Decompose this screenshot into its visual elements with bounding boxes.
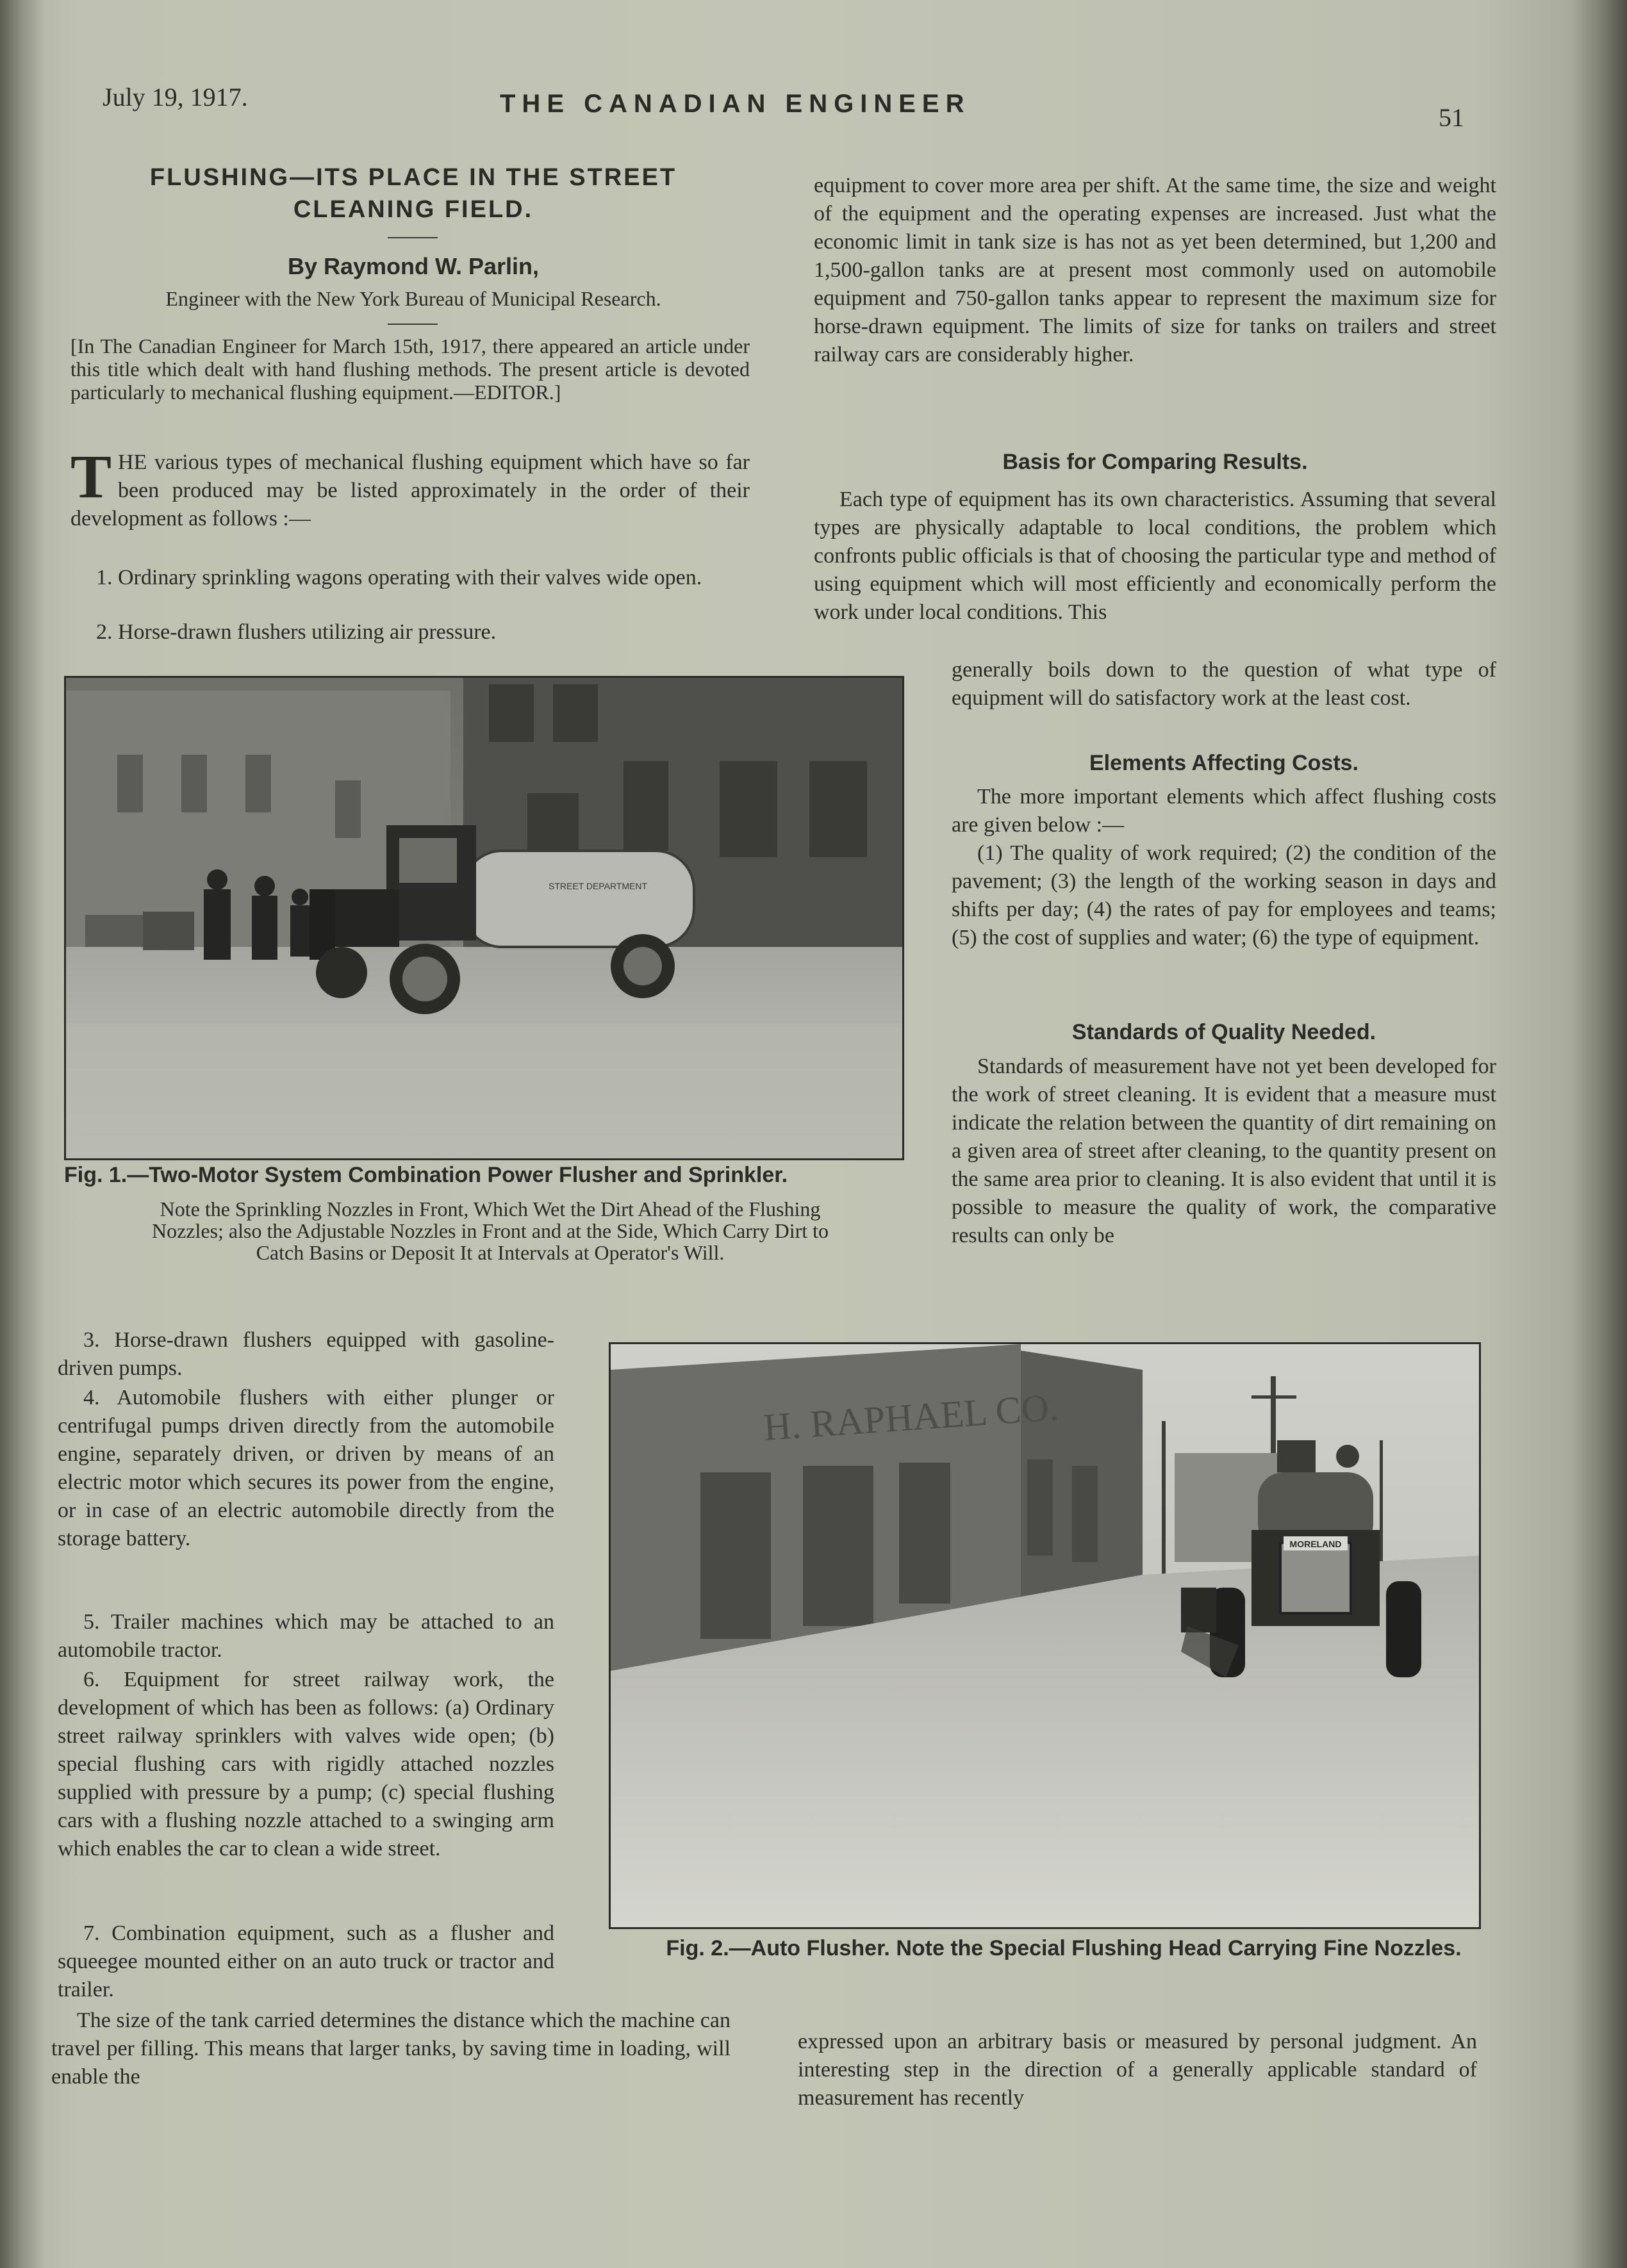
list-item-3: 3. Horse-drawn flushers equipped with gasoline-driven pumps. xyxy=(58,1328,554,1380)
building-sign: H. RAPHAEL CO. xyxy=(762,1385,1060,1449)
flusher-truck-photo xyxy=(66,678,902,1158)
list-item-5: 5. Trailer machines which may be attached to an automobile tractor. xyxy=(58,1610,554,1662)
title-rule xyxy=(388,237,438,238)
byline: By Raymond W. Parlin, xyxy=(287,253,540,279)
title-line-1: FLUSHING—ITS PLACE IN THE STREET xyxy=(149,164,677,191)
tank-lettering: STREET DEPARTMENT xyxy=(548,881,648,891)
heading-elements: Elements Affecting Costs. xyxy=(1089,751,1359,775)
bottom-right-paragraph: expressed upon an arbitrary basis or measured by personal judgment. An interesting step in the direction of a generally applicable standard of measurement has recently xyxy=(798,2030,1477,2110)
intro-text: HE various types of mechanical flushing equipment which have so far been produced may be listed approximately in the order of their development as follows :— xyxy=(70,450,750,530)
figure-1-photo xyxy=(64,676,904,1160)
heading-basis: Basis for Comparing Results. xyxy=(1002,450,1308,474)
basis-paragraph-b: generally boils down to the question of what type of equipment will do satisfactory work at the least cost. xyxy=(952,658,1496,710)
list-item-4: 4. Automobile flushers with either plunger or centrifugal pumps driven directly from the automobile engine, separately driven, or driven by means of an electric motor which secures its power from the engine, or in case of an electric automobile directly from the storage battery. xyxy=(58,1386,554,1550)
right-top-paragraph: equipment to cover more area per shift. At the same time, the size and weight of the equipment and the operating expenses are increased. Just what the economic limit in tank size is has not as yet been determined, but 1,200 and 1,500-gallon tanks are at present most commonly used on automobile equipment and 750-gallon tanks appear to represent the maximum size for horse-drawn equipment. The limits of size for tanks on trailers and street railway cars are considerably higher. xyxy=(814,174,1496,366)
list-item-7: 7. Combination equipment, such as a flusher and squeegee mounted either on an auto truck or tractor and trailer. xyxy=(58,1921,554,2001)
title-line-2: CLEANING FIELD. xyxy=(293,196,534,223)
heading-standards: Standards of Quality Needed. xyxy=(1071,1020,1376,1044)
standards-paragraph: Standards of measurement have not yet been developed for the work of street cleaning. It is evident that a measure must indicate the relation between the quantity of dirt remaining on a given area of street after cleaning, to the quantity present on the same area prior to cleaning. It is also evident that until it is possible to measure the quality of work, the comparative results can only be xyxy=(952,1055,1496,1247)
radiator-badge: MORELAND xyxy=(1289,1539,1342,1549)
drop-cap: T xyxy=(70,442,112,511)
page-number: 51 xyxy=(1439,103,1464,132)
figure-2-photo xyxy=(609,1342,1481,1929)
intro-paragraph xyxy=(70,442,750,533)
editor-note: [In The Canadian Engineer for March 15th, 1917, there appeared an article under this title which dealt with hand flushing methods. The present article is devoted particularly to mechanical flushing equipment.—EDITOR.] xyxy=(70,334,750,404)
figure-1-caption-text: Note the Sprinkling Nozzles in Front, Which Wet the Dirt Ahead of the Flushing Nozzles; also the Adjustable Nozzles in Front and at the Side, Which Carry Dirt to Catch Basins or Deposit It at Intervals at Operator's Will. xyxy=(151,1197,829,1264)
elements-paragraph-1: The more important elements which affect flushing costs are given below :— xyxy=(952,785,1496,837)
journal-masthead: THE CANADIAN ENGINEER xyxy=(500,90,971,118)
basis-paragraph-a: Each type of equipment has its own characteristics. Assuming that several types are physically adaptable to local conditions, the problem which confronts public officials is that of choosing the particular type and method of using equipment which will most efficiently and economically perform the work under local conditions. This xyxy=(814,488,1496,624)
elements-paragraph-2: (1) The quality of work required; (2) the condition of the pavement; (3) the length of the working season in days and shifts per day; (4) the rates of pay for employees and teams; (5) the cost of supplies and water; (6) the type of equipment. xyxy=(952,841,1496,949)
issue-date: July 19, 1917. xyxy=(103,83,248,111)
byline-rule xyxy=(388,324,438,325)
list-item-2: 2. Horse-drawn flushers utilizing air pressure. xyxy=(96,620,497,644)
auto-flusher-photo xyxy=(611,1344,1479,1927)
author-affiliation: Engineer with the New York Bureau of Municipal Research. xyxy=(165,287,661,310)
figure-1-caption-title: Fig. 1.—Two-Motor System Combination Power Flusher and Sprinkler. xyxy=(64,1163,788,1187)
article-title xyxy=(70,161,756,226)
tank-paragraph: The size of the tank carried determines the distance which the machine can travel per filling. This means that larger tanks, by saving time in loading, will enable the xyxy=(51,2009,731,2089)
list-item-6: 6. Equipment for street railway work, the development of which has been as follows: (a) Ordinary street railway sprinklers with valves wide open; (b) special flushing cars with rigidly attached nozzles supplied with pressure by a pump; (c) special flushing cars with a flushing nozzle attached to a swinging arm which enables the car to clean a wide street. xyxy=(58,1668,554,1861)
list-item-1: 1. Ordinary sprinkling wagons operating with their valves wide open. xyxy=(96,566,702,589)
figure-2-caption: Fig. 2.—Auto Flusher. Note the Special Flushing Head Carrying Fine Nozzles. xyxy=(666,1936,1462,1960)
